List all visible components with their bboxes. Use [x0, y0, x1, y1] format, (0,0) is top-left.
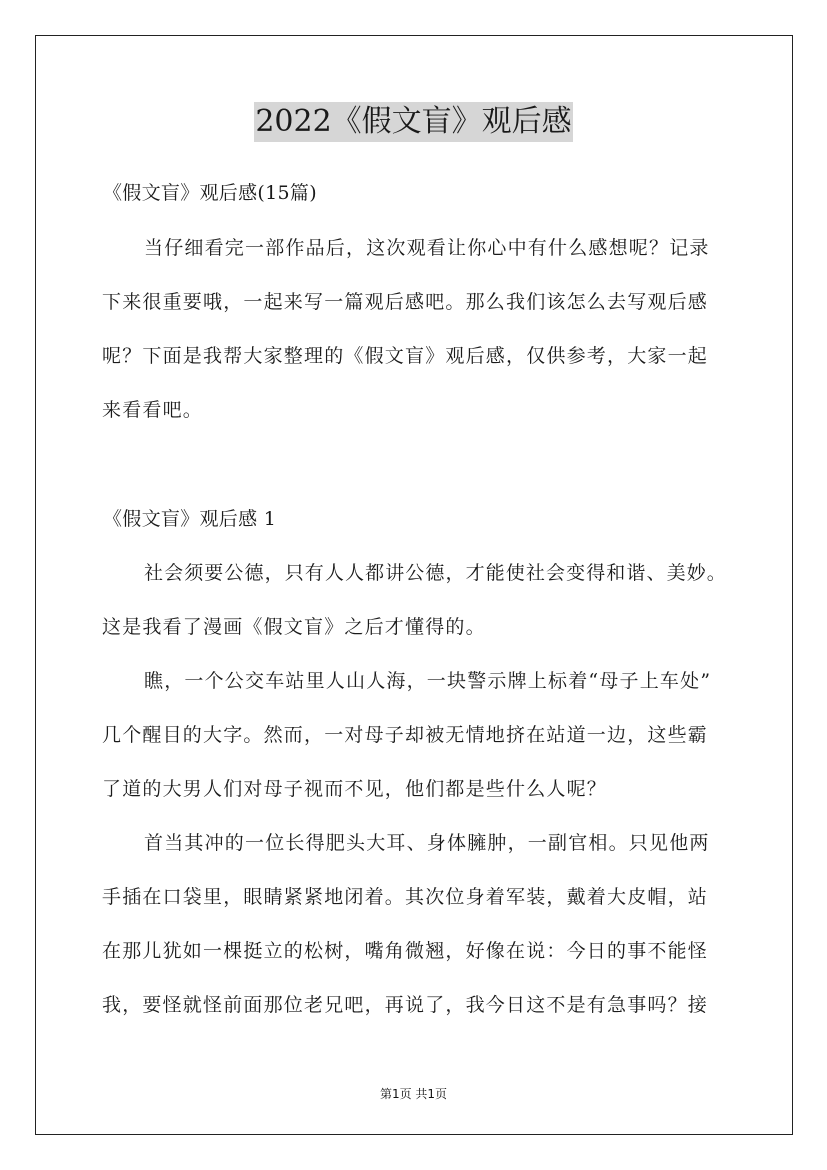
body-line-5: 了道的大男人们对母子视而不见，他们都是些什么人呢？ [102, 778, 608, 800]
intro-line-3: 呢？下面是我帮大家整理的《假文盲》观后感，仅供参考，大家一起 [102, 345, 709, 367]
body-line-8: 在那儿犹如一棵挺立的松树，嘴角微翘，好像在说：今日的事不能怪 [102, 940, 709, 962]
intro-line-2: 下来很重要哦，一起来写一篇观后感吧。那么我们该怎么去写观后感 [102, 291, 709, 313]
document-title: 2022《假文盲》观后感 [254, 102, 572, 142]
body-line-4: 几个醒目的大字。然而，一对母子却被无情地挤在站道一边，这些霸 [102, 724, 709, 746]
section-heading: 《假文盲》观后感 1 [103, 508, 277, 530]
body-line-6: 首当其冲的一位长得肥头大耳、身体臃肿，一副官相。只见他两 [144, 832, 710, 854]
body-line-2: 这是我看了漫画《假文盲》之后才懂得的。 [102, 616, 486, 638]
document-subtitle: 《假文盲》观后感(15篇) [103, 182, 317, 204]
body-line-1: 社会须要公德，只有人人都讲公德，才能使社会变得和谐、美妙。 [144, 562, 727, 584]
intro-line-4: 来看看吧。 [102, 399, 204, 421]
body-line-7: 手插在口袋里，眼睛紧紧地闭着。其次位身着军装，戴着大皮帽，站 [102, 886, 709, 908]
document-title-wrap [0, 102, 827, 142]
body-line-3: 瞧，一个公交车站里人山人海，一块警示牌上标着“母子上车处” [144, 670, 712, 692]
page-number: 第1页 共1页 [379, 1087, 448, 1101]
body-line-9: 我，要怪就怪前面那位老兄吧，再说了，我今日这不是有急事吗？接 [102, 994, 709, 1016]
intro-line-1: 当仔细看完一部作品后，这次观看让你心中有什么感想呢？记录 [144, 237, 710, 259]
